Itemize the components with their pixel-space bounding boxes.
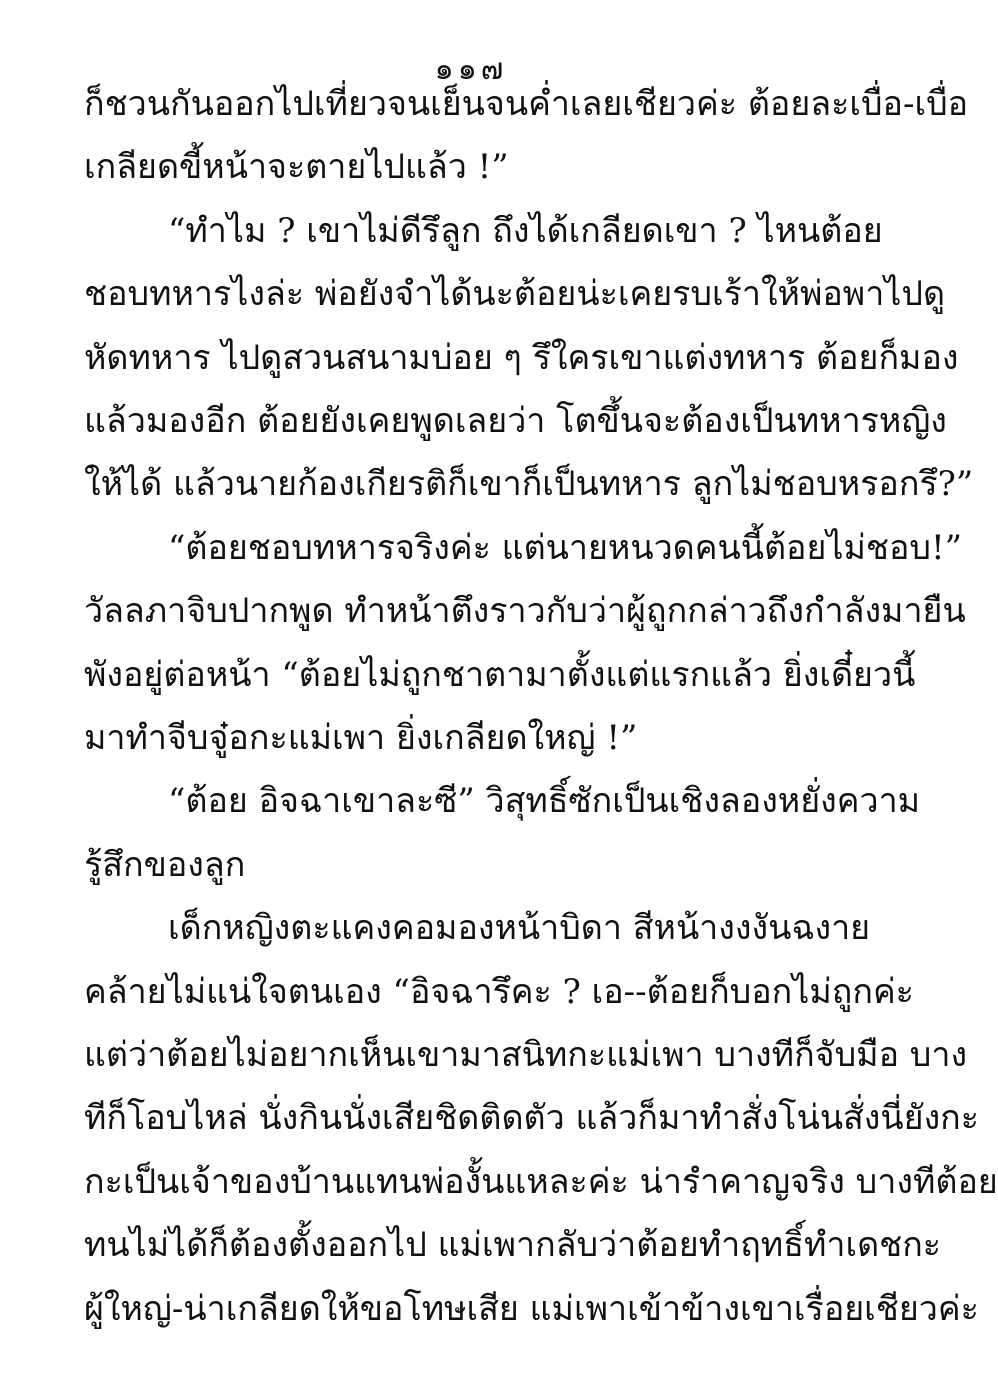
text-line: ทนไม่ได้ก็ต้องตั้งออกไป แม่เพากลับว่าต้อยทำฤทธิ์ทำเดชกะ: [84, 1225, 942, 1265]
text-line: แต่ว่าต้อยไม่อยากเห็นเขามาสนิทกะแม่เพา บางทีก็จับมือ บาง: [84, 1035, 968, 1075]
text-line: รู้สึกของลูก: [84, 845, 246, 885]
text-line: ทีก็โอบไหล่ นั่งกินนั่งเสียชิดติดตัว แล้วก็มาทำสั่งโน่นสั่งนี่ยังกะ: [84, 1098, 980, 1138]
text-line: ผู้ใหญ่-น่าเกลียดให้ขอโทษเสีย แม่เพาเข้าข้างเขาเรื่อยเชียวค่ะ: [84, 1289, 979, 1329]
text-line: เกลียดขี้หน้าจะตายไปแล้ว !”: [84, 147, 509, 187]
text-line: เด็กหญิงตะแคงคอมองหน้าบิดา สีหน้างงงันฉงาย: [168, 908, 871, 948]
page-number: ๑๑๗: [434, 52, 508, 87]
text-line: คล้ายไม่แน่ใจตนเอง “อิจฉารึคะ ? เอ--ต้อยก็บอกไม่ถูกค่ะ: [84, 972, 914, 1012]
text-line: “ต้อยชอบทหารจริงค่ะ แต่นายหนวดคนนี้ต้อยไม่ชอบ!”: [168, 528, 963, 568]
text-line: “ทำไม ? เขาไม่ดีรึลูก ถึงได้เกลียดเขา ? ไหนต้อย: [168, 211, 883, 251]
text-line: มาทำจีบจู๋อกะแม่เพา ยิ่งเกลียดใหญ่ !”: [84, 718, 638, 758]
text-line: แล้วมองอีก ต้อยยังเคยพูดเลยว่า โตขึ้นจะต้องเป็นทหารหญิง: [84, 401, 947, 441]
text-line: กะเป็นเจ้าของบ้านแทนพ่องั้นแหละค่ะ น่ารำคาญจริง บางทีต้อย: [84, 1162, 998, 1202]
text-line: พังอยู่ต่อหน้า “ต้อยไม่ถูกชาตามาตั้งแต่แรกแล้ว ยิ่งเดี๋ยวนี้: [84, 655, 916, 695]
text-line: ก็ชวนกันออกไปเที่ยวจนเย็นจนค่ำเลยเชียวค่ะ ต้อยละเบื่อ-เบื่อ: [84, 84, 969, 124]
text-line: วัลลภาจิบปากพูด ทำหน้าตึงราวกับว่าผู้ถูกกล่าวถึงกำลังมายืน: [84, 591, 966, 631]
text-line: ชอบทหารไงล่ะ พ่อยังจำได้นะต้อยน่ะเคยรบเร้าให้พ่อพาไปดู: [84, 274, 946, 314]
text-line: หัดทหาร ไปดูสวนสนามบ่อย ๆ รึใครเขาแต่งทหาร ต้อยก็มอง: [84, 338, 959, 378]
text-line: ให้ได้ แล้วนายก้องเกียรติก็เขาก็เป็นทหาร ลูกไม่ชอบหรอกรึ?”: [84, 464, 974, 504]
text-line: “ต้อย อิจฉาเขาละซี” วิสุทธิ์ซักเป็นเชิงลองหยั่งความ: [168, 781, 921, 821]
